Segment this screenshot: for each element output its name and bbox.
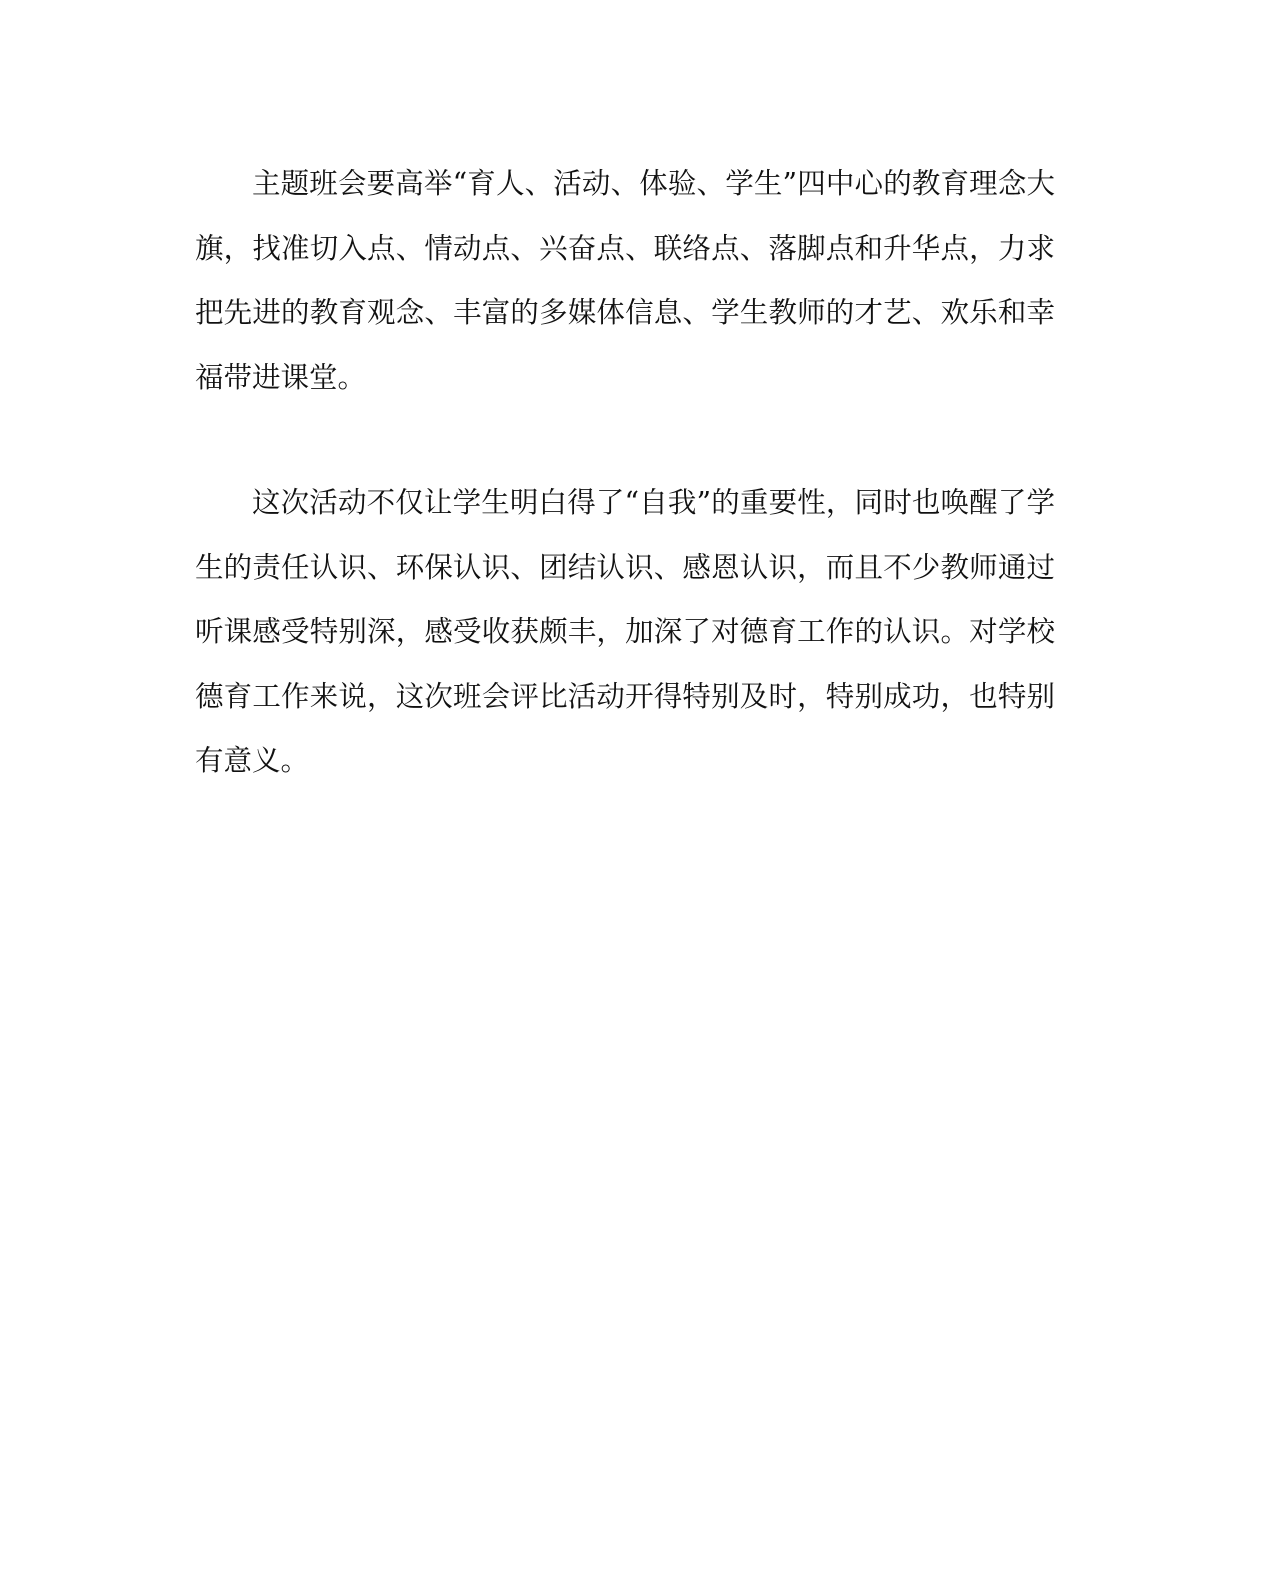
paragraph-1: 主题班会要高举“育人、活动、体验、学生”四中心的教育理念大旗，找准切入点、情动点、兴奋点、联络点、落脚点和升华点，力求把先进的教育观念、丰富的多媒体信息、学生教师的才艺、欢乐和幸福带进课堂。 (195, 167, 1055, 394)
document-body (195, 152, 1055, 794)
paragraph-2: 这次活动不仅让学生明白得了“自我”的重要性，同时也唤醒了学生的责任认识、环保认识、团结认识、感恩认识，而且不少教师通过听课感受特别深，感受收获颇丰，加深了对德育工作的认识。对学校德育工作来说，这次班会评比活动开得特别及时，特别成功，也特别有意义。 (195, 486, 1055, 777)
